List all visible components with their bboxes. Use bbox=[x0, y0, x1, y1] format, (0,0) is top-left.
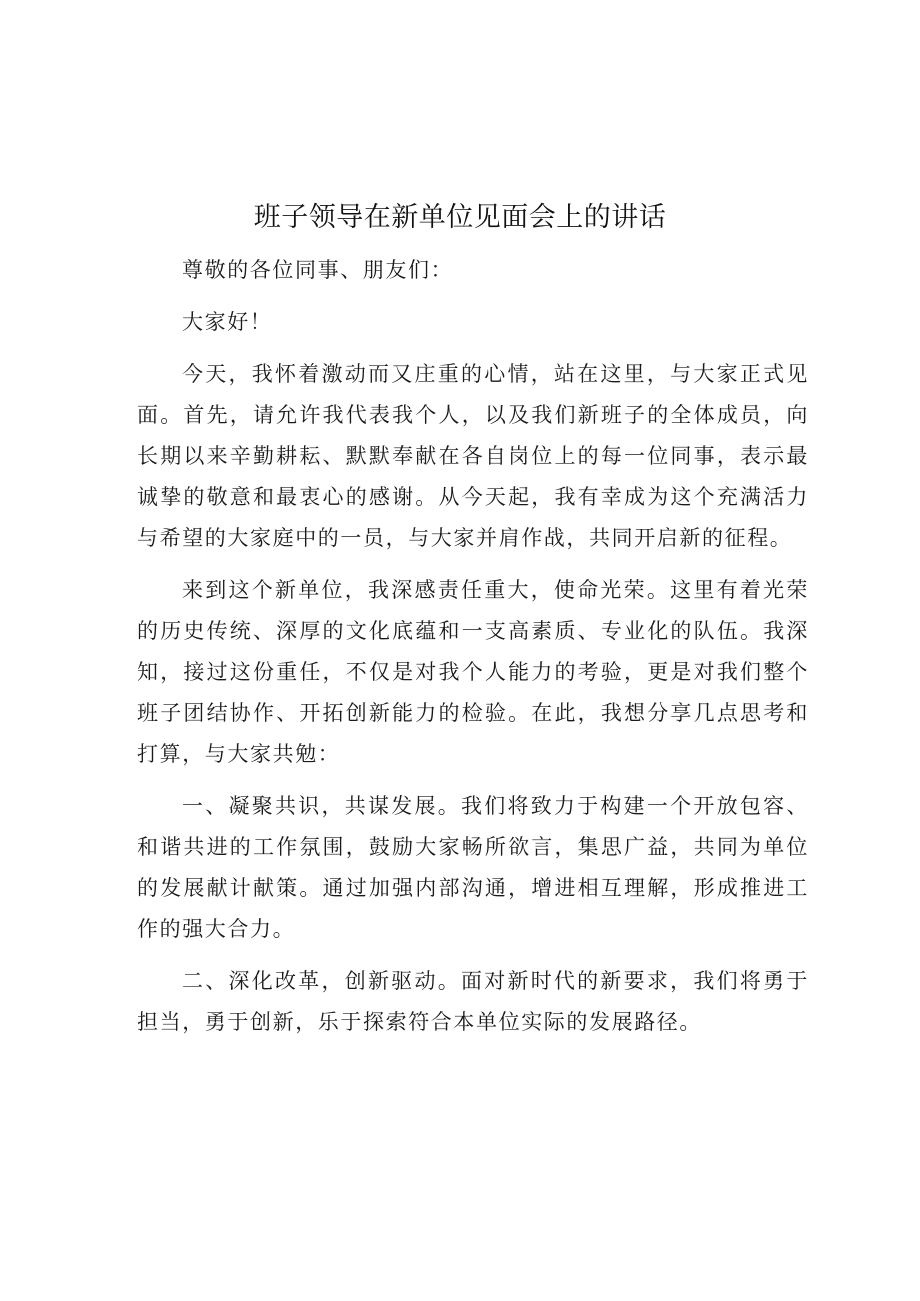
body-paragraph: 今天，我怀着激动而又庄重的心情，站在这里，与大家正式见面。首先，请允许我代表我个人，以及我们新班子的全体成员，向长期以来辛勤耕耘、默默奉献在各自岗位上的每一位同事，表示最诚挚的敬意和最衷心的感谢。从今天起，我有幸成为这个充满活力与希望的大家庭中的一员，与大家并肩作战，共同开启新的征程。 bbox=[137, 362, 809, 550]
document-title: 班子领导在新单位见面会上的讲话 bbox=[253, 202, 667, 233]
salutation-paragraph: 尊敬的各位同事、朋友们： bbox=[182, 258, 454, 282]
document-body bbox=[137, 250, 809, 1054]
body-paragraph: 来到这个新单位，我深感责任重大，使命光荣。这里有着光荣的历史传统、深厚的文化底蕴和一支高素质、专业化的队伍。我深知，接过这份重任，不仅是对我个人能力的考验，更是对我们整个班子团结协作、开拓创新能力的检验。在此，我想分享几点思考和打算，与大家共勉： bbox=[137, 578, 809, 766]
point-one-paragraph: 一、凝聚共识，共谋发展。我们将致力于构建一个开放包容、和谐共进的工作氛围，鼓励大家畅所欲言，集思广益，共同为单位的发展献计献策。通过加强内部沟通，增进相互理解，形成推进工作的强大合力。 bbox=[137, 794, 809, 941]
greeting-paragraph: 大家好！ bbox=[182, 310, 273, 334]
point-two-paragraph: 二、深化改革，创新驱动。面对新时代的新要求，我们将勇于担当，勇于创新，乐于探索符合本单位实际的发展路径。 bbox=[137, 969, 809, 1034]
